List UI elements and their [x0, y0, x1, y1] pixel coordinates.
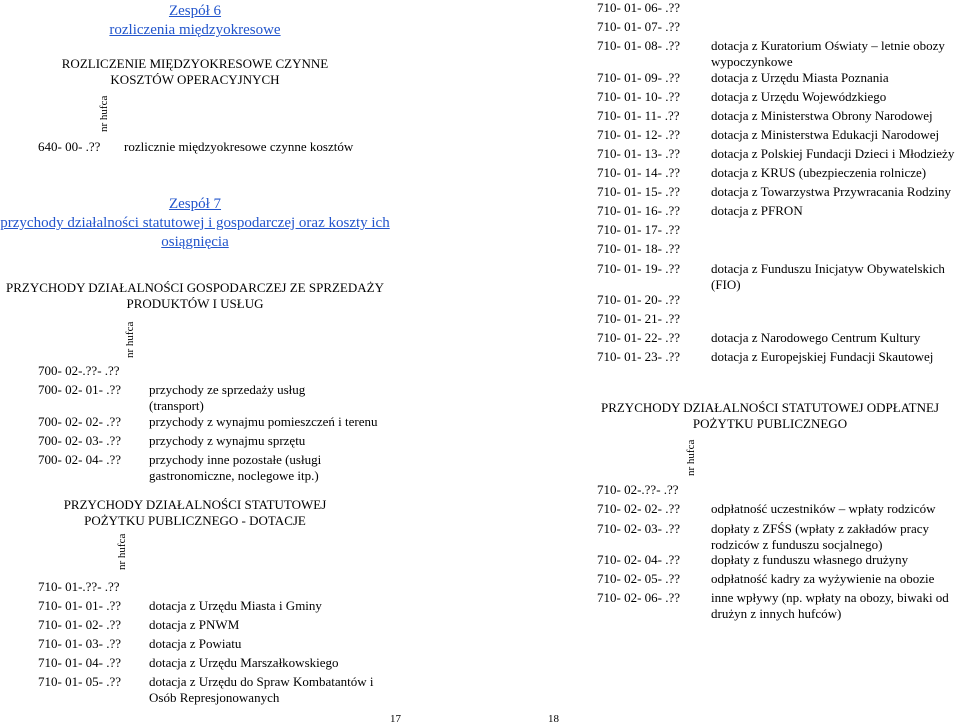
- row-700-1-desc: przychody ze sprzedaży usług (transport): [149, 382, 306, 413]
- row-710-right-8-desc: dotacja z KRUS (ubezpieczenia rolnicze): [711, 165, 927, 180]
- row-710-right-0-code: 710- 01- 06- .??: [597, 0, 681, 15]
- row-710-02-3-desc: dopłaty z funduszu własnego drużyny: [711, 552, 909, 567]
- row-710-02-1-desc: odpłatność uczestników – wpłaty rodziców: [711, 501, 936, 516]
- row-710-right-3-code: 710- 01- 09- .??: [597, 70, 681, 85]
- row-710-right-17-code: 710- 01- 23- .??: [597, 349, 681, 364]
- row-710-02-2-desc: dopłaty z ZFŚS (wpłaty z zakładów pracy rodziców z funduszu socjalnego): [711, 521, 930, 552]
- row-710-left-1-code: 710- 01- 01- .??: [38, 598, 122, 613]
- row-710-left-5-desc: dotacja z Urzędu do Spraw Kombatantów i Osób Represjonowanych: [149, 674, 374, 705]
- section4-col-label: nr hufca: [685, 439, 697, 476]
- row-710-right-14-code: 710- 01- 20- .??: [597, 292, 681, 307]
- row-700-2-desc: przychody z wynajmu pomieszczeń i terenu: [149, 414, 378, 429]
- row-710-right-2-code: 710- 01- 08- .??: [597, 38, 681, 53]
- row-710-left-4-desc: dotacja z Urzędu Marszałkowskiego: [149, 655, 339, 670]
- row-710-left-4-code: 710- 01- 04- .??: [38, 655, 122, 670]
- zespol6-heading: [40, 2, 350, 40]
- zespol6-subtitle: rozliczenia międzyokresowe: [109, 22, 281, 38]
- row-710-left-2-desc: dotacja z PNWM: [149, 617, 240, 632]
- row-710-right-10-code: 710- 01- 16- .??: [597, 203, 681, 218]
- row-710-right-15-code: 710- 01- 21- .??: [597, 311, 681, 326]
- zespol7-heading: [0, 195, 390, 252]
- section2-heading: PRZYCHODY DZIAŁALNOŚCI GOSPODARCZEJ ZE SPRZEDAŻY PRODUKTÓW I USŁUG: [6, 280, 384, 311]
- row-710-left-3-desc: dotacja z Powiatu: [149, 636, 242, 651]
- row-710-02-4-desc: odpłatność kadry za wyżywienie na obozie: [711, 571, 935, 586]
- section2-col-label: nr hufca: [124, 321, 136, 358]
- zespol7-title: Zespół 7: [168, 196, 222, 212]
- row-640-code: 640- 00- .??: [38, 139, 101, 154]
- row-700-3-code: 700- 02- 03- .??: [38, 433, 122, 448]
- row-710-right-11-code: 710- 01- 17- .??: [597, 222, 681, 237]
- section1-heading: ROZLICZENIE MIĘDZYOKRESOWE CZYNNE KOSZTÓW OPERACYJNYCH: [61, 56, 329, 87]
- row-710-right-5-code: 710- 01- 11- .??: [597, 108, 680, 123]
- row-640-desc: rozlicznie międzyokresowe czynne kosztów: [124, 139, 354, 154]
- row-700-4-code: 700- 02- 04- .??: [38, 452, 122, 467]
- row-710-right-16-code: 710- 01- 22- .??: [597, 330, 681, 345]
- row-710-right-4-code: 710- 01- 10- .??: [597, 89, 681, 104]
- row-710-right-12-code: 710- 01- 18- .??: [597, 241, 681, 256]
- row-700-2-code: 700- 02- 02- .??: [38, 414, 122, 429]
- page-number-left: 17: [390, 713, 401, 725]
- row-710-right-9-desc: dotacja z Towarzystwa Przywracania Rodziny: [711, 184, 951, 199]
- row-700-3-desc: przychody z wynajmu sprzętu: [149, 433, 306, 448]
- row-710-left-5-code: 710- 01- 05- .??: [38, 674, 122, 689]
- section3-heading: PRZYCHODY DZIAŁALNOŚCI STATUTOWEJ POŻYTKU PUBLICZNEGO - DOTACJE: [63, 497, 327, 528]
- row-710-right-4-desc: dotacja z Urzędu Wojewódzkiego: [711, 89, 887, 104]
- row-710-right-7-code: 710- 01- 13- .??: [597, 146, 681, 161]
- page-number-right: 18: [548, 713, 559, 725]
- row-710-right-6-code: 710- 01- 12- .??: [597, 127, 681, 142]
- row-700-1-code: 700- 02- 01- .??: [38, 382, 122, 397]
- row-710-right-6-desc: dotacja z Ministerstwa Edukacji Narodowej: [711, 127, 940, 142]
- row-710-right-13-code: 710- 01- 19- .??: [597, 261, 681, 276]
- row-710-right-3-desc: dotacja z Urzędu Miasta Poznania: [711, 70, 889, 85]
- row-710-right-2-desc: dotacja z Kuratorium Oświaty – letnie obozy wypoczynkowe: [711, 38, 945, 69]
- zespol7-subtitle: przychody działalności statutowej i gospodarczej oraz koszty ich osiągnięcia: [0, 215, 390, 250]
- row-710-left-2-code: 710- 01- 02- .??: [38, 617, 122, 632]
- row-710-right-7-desc: dotacja z Polskiej Fundacji Dzieci i Młodzieży: [711, 146, 955, 161]
- section1-col-label: nr hufca: [98, 95, 110, 132]
- row-710-right-9-code: 710- 01- 15- .??: [597, 184, 681, 199]
- row-710-right-10-desc: dotacja z PFRON: [711, 203, 803, 218]
- row-710-left-0-code: 710- 01-.??- .??: [38, 579, 120, 594]
- row-710-left-1-desc: dotacja z Urzędu Miasta i Gminy: [149, 598, 322, 613]
- row-710-right-16-desc: dotacja z Narodowego Centrum Kultury: [711, 330, 921, 345]
- row-710-right-1-code: 710- 01- 07- .??: [597, 19, 681, 34]
- section3-col-label: nr hufca: [116, 533, 128, 570]
- row-710-right-17-desc: dotacja z Europejskiej Fundacji Skautowej: [711, 349, 934, 364]
- row-710-right-5-desc: dotacja z Ministerstwa Obrony Narodowej: [711, 108, 933, 123]
- row-710-02-5-desc: inne wpływy (np. wpłaty na obozy, biwaki od drużyn z innych hufców): [711, 590, 949, 621]
- row-710-02-0-code: 710- 02-.??- .??: [597, 482, 679, 497]
- zespol6-title: Zespół 6: [168, 3, 222, 19]
- row-700-4-desc: przychody inne pozostałe (usługi gastronomiczne, noclegowe itp.): [149, 452, 322, 483]
- row-710-02-3-code: 710- 02- 04- .??: [597, 552, 681, 567]
- section4-heading: PRZYCHODY DZIAŁALNOŚCI STATUTOWEJ ODPŁATNEJ POŻYTKU PUBLICZNEGO: [600, 400, 940, 431]
- row-710-02-1-code: 710- 02- 02- .??: [597, 501, 681, 516]
- row-710-02-4-code: 710- 02- 05- .??: [597, 571, 681, 586]
- row-710-left-3-code: 710- 01- 03- .??: [38, 636, 122, 651]
- row-710-right-8-code: 710- 01- 14- .??: [597, 165, 681, 180]
- row-710-right-13-desc: dotacja z Funduszu Inicjatyw Obywatelskich (FIO): [711, 261, 945, 292]
- row-710-02-5-code: 710- 02- 06- .??: [597, 590, 681, 605]
- row-710-02-2-code: 710- 02- 03- .??: [597, 521, 681, 536]
- row-700-0-code: 700- 02-.??- .??: [38, 363, 120, 378]
